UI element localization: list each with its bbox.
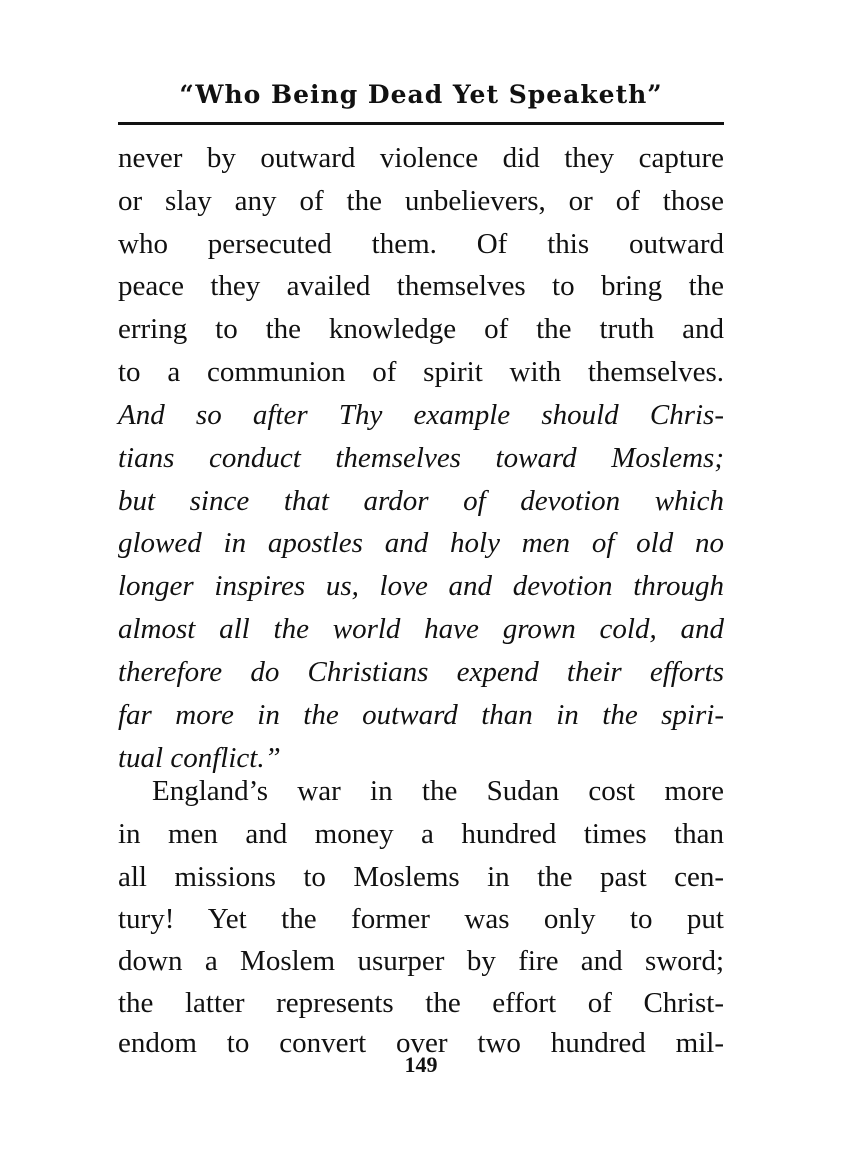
- body-line-italic: but since that ardor of devotion which: [118, 485, 724, 517]
- body-line-italic: tians conduct themselves toward Moslems;: [118, 442, 724, 474]
- body-line-italic: tual conflict.”: [118, 742, 281, 774]
- body-line: the latter represents the effort of Christ-: [118, 987, 724, 1019]
- paragraph-first-line: England’s war in the Sudan cost more: [152, 775, 724, 807]
- running-head-title: “Who Being Dead Yet Speaketh”: [179, 80, 663, 109]
- body-line-italic: therefore do Christians expend their efforts: [118, 656, 724, 688]
- header-rule: [118, 122, 724, 125]
- body-line-italic: far more in the outward than in the spiri-: [118, 699, 724, 731]
- body-line-italic: longer inspires us, love and devotion through: [118, 570, 724, 602]
- body-line: who persecuted them. Of this outward: [118, 228, 724, 260]
- body-line-italic: almost all the world have grown cold, and: [118, 613, 724, 645]
- body-line: all missions to Moslems in the past cen-: [118, 861, 724, 893]
- body-line: or slay any of the unbelievers, or of those: [118, 185, 724, 217]
- body-line-italic: And so after Thy example should Chris-: [118, 399, 724, 431]
- body-line: to a communion of spirit with themselves.: [118, 356, 724, 388]
- body-line: endom to convert over two hundred mil-: [118, 1027, 724, 1059]
- body-line: never by outward violence did they capture: [118, 142, 724, 174]
- body-line: in men and money a hundred times than: [118, 818, 724, 850]
- body-line: down a Moslem usurper by fire and sword;: [118, 945, 724, 977]
- body-line: tury! Yet the former was only to put: [118, 903, 724, 935]
- body-line-italic: glowed in apostles and holy men of old no: [118, 527, 724, 559]
- body-line: peace they availed themselves to bring the: [118, 270, 724, 302]
- body-line: erring to the knowledge of the truth and: [118, 313, 724, 345]
- page-number: 149: [404, 1052, 438, 1077]
